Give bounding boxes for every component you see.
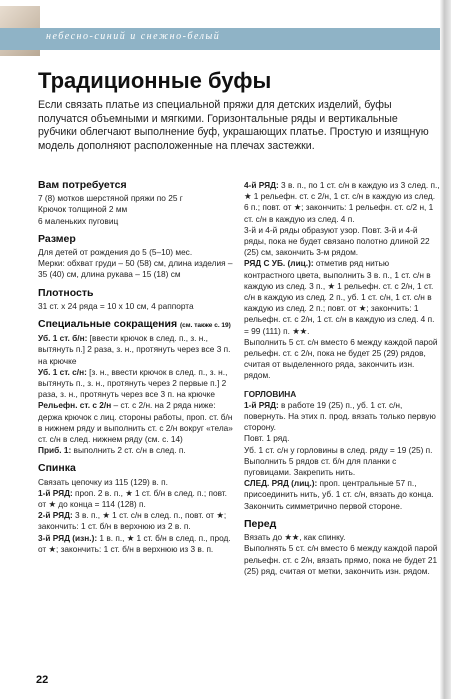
step-text: Связать цепочку из 115 (129) в. п. [38,476,168,487]
pattern-section [244,180,440,382]
page-title: Традиционные буфы [38,68,272,93]
neck-step [244,433,440,444]
front-step: Выполнять 5 ст. с/н вместо 6 между каждой парой рельефн. ст. с 2/н, вязать прямо, пока не будет 21 (25) ряд, считая от метки, закончить изн. рядом. [244,543,438,576]
back-step [38,488,234,510]
needs-section [38,180,234,227]
abbr-title: Специальные сокращения [38,318,178,331]
abbr-value: выполнить 2 ст. с/н в след. п. [71,445,186,456]
front-section [244,519,440,577]
step-text: 3-й и 4-й ряды образуют узор. Повт. 3-й и 4-й ряды, пока не будет связано полотно длиной 22 (25) см, закончить 3-м рядом. [244,224,430,258]
right-column [244,180,440,584]
step-text: 1 в. п., ★ 1 ст. б/н в след. п., прод. от ★; закончить: 1 ст. б/н в верхнюю из 3 в. п. [38,532,231,554]
step-text: Выполнить 5 рядов ст. б/н для планки с пуговицами. Закрепить нить. [244,455,397,478]
step-key: 2-й РЯД: [38,510,73,521]
back-step [38,533,234,555]
abbr-item [38,400,234,445]
back-section [38,463,234,555]
step-key: РЯД С УБ. (лиц.): [244,258,314,269]
step-key: 1-й РЯД: [38,487,73,498]
needs-item: Крючок толщиной 2 мм [38,204,128,215]
abbr-value: [ввести крючок в след. п., з. н., вытянуть п.] 2 раза, з. н., протянуть через все 3 п. на крючке [38,333,231,366]
back-step [38,510,234,532]
pattern-step [244,258,440,336]
abbr-section [38,319,234,456]
step-key: 1-й РЯД: [244,399,279,410]
needs-heading: Вам потребуется [38,179,127,191]
neck-step [244,445,440,456]
page-number: 22 [36,674,49,686]
abbr-key: Уб. 1 ст. с/н: [38,366,87,377]
size-text: Мерки: обхват груди – 50 (58) см, длина изделия – 35 (40) см, длина рукава – 15 (18) см [38,258,233,280]
step-text: проп. 2 в. п., ★ 1 ст. б/н в след. п.; повт. от ★ до конца = 114 (128) п. [38,487,227,510]
step-text: в работе 19 (25) п., уб. 1 ст. с/н, повернуть. На этих п. прод. вязать только первую сторону. [244,399,436,433]
abbr-key: Приб. 1: [38,445,72,456]
front-heading: Перед [244,517,277,530]
neck-section [244,389,440,512]
step-text: Выполнить 5 ст. с/н вместо 6 между каждой парой рельефн. ст. с 2/н, пока не будет 25 (29) рядов, считая от выделенного ряда, закончить изн. рядом. [244,336,438,381]
header-text: небесно-синий и снежно-белый [46,31,221,42]
needs-item: 7 (8) мотков шерстяной пряжи по 25 г [38,193,183,204]
step-text: 3 в. п., по 1 ст. с/н в каждую из 3 след. п., ★ 1 рельефн. ст. с 2/н, 1 ст. с/н в каждую из след. 6 п.; повт. от ★; закончить: 1 рельефн. ст. с/2 н, 1 ст. с/н в каждую из след. 4 п. [244,180,440,224]
step-key: СЛЕД. РЯД (лиц.): [244,478,318,489]
abbr-key: Рельефн. ст. с 2/н [38,400,112,411]
density-text: 31 ст. х 24 ряда = 10 х 10 см, 4 раппорта [38,300,194,311]
pattern-step [244,180,440,225]
size-heading: Размер [38,232,76,245]
needs-item: 6 маленьких пуговиц [38,215,119,226]
step-text: Повт. 1 ряд. [244,433,290,444]
pattern-step [244,337,440,382]
step-text: Уб. 1 ст. с/н у горловины в след. ряду = 19 (25) п. [244,444,433,455]
abbr-key: Уб. 1 ст. б/н: [38,333,88,344]
abbr-heading [38,319,234,331]
back-step [38,477,234,488]
abbr-item [38,445,234,456]
step-text: проп. центральные 57 п., присоединить нить, уб. 1 ст. с/н, вязать до конца. Закончить симметрично первой стороне. [244,478,434,511]
neck-step [244,478,440,512]
abbr-note: (см. также с. 19) [180,322,231,330]
abbr-item [38,367,234,401]
left-column [38,180,234,562]
step-text: отметив ряд нитью контрастного цвета, выполнить 3 в. п., 1 ст. с/н в каждую из след. 3 п., ★ 1 рельефн. ст. с 2/н, 1 ст. с/н в каждую из след. 2 п., уб. 1 ст. с/н, 1 ст. с/н в каждую из след. 2 п.; повт. от ★; закончить: 1 рельефн. ст. с 2/н, 1 ст. с/н в каждую из след. 4 п. = 99 (111) п. ★★. [244,258,435,336]
neck-heading: ГОРЛОВИНА [244,388,297,399]
front-step: Вязать до ★★, как спинку. [244,532,346,543]
abbr-item [38,333,234,367]
step-text: 3 в. п., ★ 1 ст. с/н в след. п., повт. от ★; закончить: 1 ст. б/н в верхнюю из 2 в. п. [38,510,227,532]
back-heading: Спинка [38,462,76,475]
page-binding-edge [440,0,451,699]
abbr-value: [з. н., ввести крючок в след. п., з. н., вытянуть п., з. н., протянуть через 2 первые п.] 2 раза, з. н., протянуть через все 3 п. на крючке [38,366,228,400]
size-text: Для детей от рождения до 5 (5–10) мес. [38,247,193,258]
step-key: 4-й РЯД: [244,180,279,190]
step-key: 3-й РЯД (изн.): [38,532,98,543]
density-heading: Плотность [38,286,94,299]
size-section [38,234,234,281]
abbr-value: – ст. с 2/н. на 2 ряда ниже: держа крючок с лиц. стороны работы, проп. ст. б/н в нижнем ряду и выполнить ст. с 2/н вокруг «тела» ст. с/н в след. нижнем ряду (см. с. 14) [38,400,233,445]
pattern-step [244,225,440,259]
neck-step [244,400,440,434]
neck-step [244,456,440,478]
density-section [38,288,234,312]
intro-text: Если связать платье из специальной пряжи для детских изделий, буфы получатся объемными и мягкими. Горизонтальные ряды и вертикальные рубчики облегчают выполнение буф, украшающих платье. Простую и изящную модель дополняют расположенные на плечах застежки. [38,99,429,152]
